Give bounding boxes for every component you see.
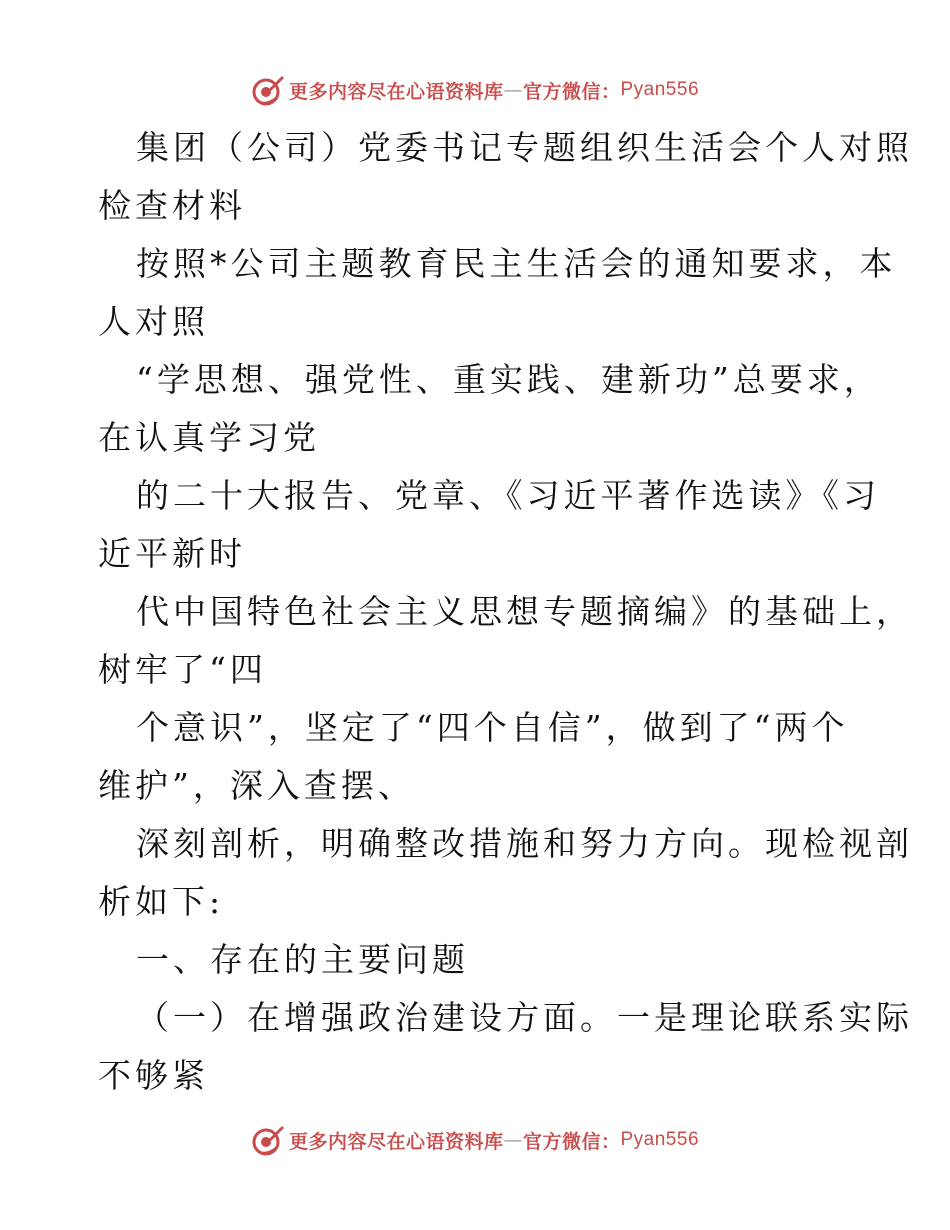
text-line: 析如下: [98,882,225,921]
text-line: 树牢了“四 [98,650,267,689]
watermark-label: 官方微信： [522,80,621,103]
text-line: “学思想、强党性、重实践、建新功”总要求， [136,360,881,399]
pen-logo-icon [251,73,285,107]
text-line: 的二十大报告、党章、《习近平著作选读》《习 [136,476,880,515]
watermark-dash: — [503,1129,523,1151]
text-line: 在认真学习党 [98,418,320,457]
text-line: 人对照 [98,302,209,341]
text-line: 个意识”，坚定了“四个自信”，做到了“两个 [136,708,849,747]
watermark-header [0,70,950,110]
text-line: 检查材料 [98,186,246,225]
text-line: 代中国特色社会主义思想专题摘编》的基础上， [136,592,913,631]
pen-logo-icon [251,1123,285,1157]
watermark-account: Pyan556 [620,79,700,100]
text-line: 按照*公司主题教育民主生活会的通知要求，本 [136,244,897,283]
watermark-dash: — [503,79,523,101]
text-line: 深刻剖析，明确整改措施和努力方向。现检视剖 [136,824,913,863]
watermark-footer [0,1120,950,1160]
watermark-text: 更多内容尽在心语资料库 [288,1130,504,1153]
text-line: 维护”，深入查摆、 [98,766,415,805]
document-body [98,119,913,1105]
watermark-account: Pyan556 [620,1129,700,1150]
text-line: 近平新时 [98,534,246,573]
text-line: 一、存在的主要问题 [136,940,469,979]
watermark-label: 官方微信： [522,1130,621,1153]
text-line: 不够紧 [98,1056,209,1095]
text-line: 集团（公司）党委书记专题组织生活会个人对照 [136,128,913,167]
text-line: （一）在增强政治建设方面。一是理论联系实际 [136,998,913,1037]
watermark-text: 更多内容尽在心语资料库 [288,80,504,103]
